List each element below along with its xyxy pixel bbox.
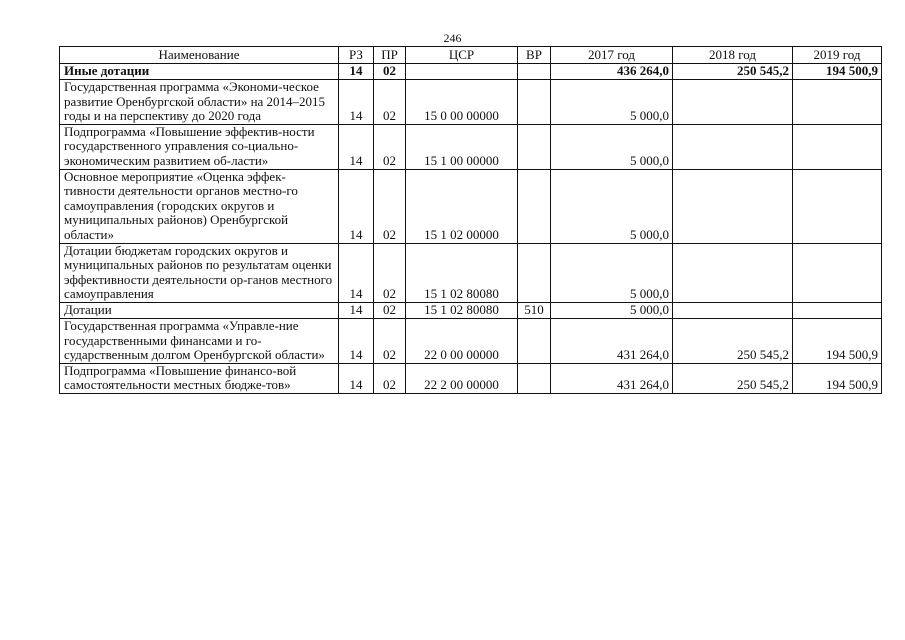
row-rz: 14: [339, 80, 374, 125]
row-pr: 02: [374, 124, 406, 169]
row-2018: [673, 302, 793, 318]
row-vr: 510: [518, 302, 551, 318]
row-2019: 194 500,9: [793, 64, 882, 80]
row-2018: [673, 243, 793, 302]
row-rz: 14: [339, 302, 374, 318]
row-2018: 250 545,2: [673, 318, 793, 363]
row-vr: [518, 64, 551, 80]
row-2018: 250 545,2: [673, 363, 793, 393]
row-pr: 02: [374, 169, 406, 243]
row-2017: 431 264,0: [551, 318, 673, 363]
row-2017: 5 000,0: [551, 80, 673, 125]
row-rz: 14: [339, 64, 374, 80]
table-row: [60, 302, 882, 318]
table-header-row: [60, 47, 882, 64]
row-2017: 5 000,0: [551, 169, 673, 243]
page-number: 246: [443, 31, 462, 45]
row-rz: 14: [339, 169, 374, 243]
header-rz: РЗ: [339, 47, 374, 64]
row-name: Подпрограмма «Повышение финансо-вой самостоятельности местных бюдже-тов»: [60, 363, 339, 393]
row-vr: [518, 318, 551, 363]
row-2019: [793, 302, 882, 318]
row-csr: 22 0 00 00000: [406, 318, 518, 363]
row-2018: [673, 169, 793, 243]
row-csr: 15 1 02 00000: [406, 169, 518, 243]
row-2019: [793, 169, 882, 243]
row-csr: 15 0 00 00000: [406, 80, 518, 125]
row-2019: 194 500,9: [793, 363, 882, 393]
row-2017: 5 000,0: [551, 302, 673, 318]
row-pr: 02: [374, 302, 406, 318]
row-name: Подпрограмма «Повышение эффектив-ности государственного управления со-циально-экономическим развитием об-ласти»: [60, 124, 339, 169]
row-2019: [793, 243, 882, 302]
row-csr: 15 1 00 00000: [406, 124, 518, 169]
row-name: Основное мероприятие «Оценка эффек-тивности деятельности органов местно-го самоуправления (городских округов и муниципальных районов) Оренбургской области»: [60, 169, 339, 243]
row-rz: 14: [339, 243, 374, 302]
row-csr: [406, 64, 518, 80]
row-pr: 02: [374, 243, 406, 302]
header-pr: ПР: [374, 47, 406, 64]
header-csr: ЦСР: [406, 47, 518, 64]
row-2019: 194 500,9: [793, 318, 882, 363]
row-2017: 431 264,0: [551, 363, 673, 393]
row-vr: [518, 124, 551, 169]
row-rz: 14: [339, 124, 374, 169]
row-vr: [518, 169, 551, 243]
row-pr: 02: [374, 363, 406, 393]
row-2019: [793, 124, 882, 169]
row-vr: [518, 243, 551, 302]
row-2018: [673, 124, 793, 169]
header-name: Наименование: [60, 47, 339, 64]
row-2017: 5 000,0: [551, 243, 673, 302]
row-vr: [518, 363, 551, 393]
row-2017: 5 000,0: [551, 124, 673, 169]
header-2017: 2017 год: [551, 47, 673, 64]
table-row: [60, 64, 882, 80]
row-name: Дотации: [60, 302, 339, 318]
row-csr: 15 1 02 80080: [406, 243, 518, 302]
row-vr: [518, 80, 551, 125]
row-2018: [673, 80, 793, 125]
table-row: [60, 243, 882, 302]
row-2018: 250 545,2: [673, 64, 793, 80]
table-row: [60, 363, 882, 393]
row-name: Государственная программа «Экономи-ческое развитие Оренбургской области» на 2014–2015 годы и на перспективу до 2020 года: [60, 80, 339, 125]
header-2019: 2019 год: [793, 47, 882, 64]
table-row: [60, 318, 882, 363]
row-csr: 15 1 02 80080: [406, 302, 518, 318]
header-2018: 2018 год: [673, 47, 793, 64]
row-pr: 02: [374, 318, 406, 363]
table-row: [60, 169, 882, 243]
table-row: [60, 124, 882, 169]
row-pr: 02: [374, 80, 406, 125]
row-2017: 436 264,0: [551, 64, 673, 80]
row-rz: 14: [339, 363, 374, 393]
row-2019: [793, 80, 882, 125]
row-pr: 02: [374, 64, 406, 80]
row-name: Государственная программа «Управле-ние государственными финансами и го-сударственным долгом Оренбургской области»: [60, 318, 339, 363]
row-name: Дотации бюджетам городских округов и муниципальных районов по результатам оценки эффективности деятельности ор-ганов местного самоуправления: [60, 243, 339, 302]
header-vr: ВР: [518, 47, 551, 64]
budget-table: [59, 46, 882, 394]
table-row: [60, 80, 882, 125]
row-name: Иные дотации: [60, 64, 339, 80]
row-rz: 14: [339, 318, 374, 363]
row-csr: 22 2 00 00000: [406, 363, 518, 393]
